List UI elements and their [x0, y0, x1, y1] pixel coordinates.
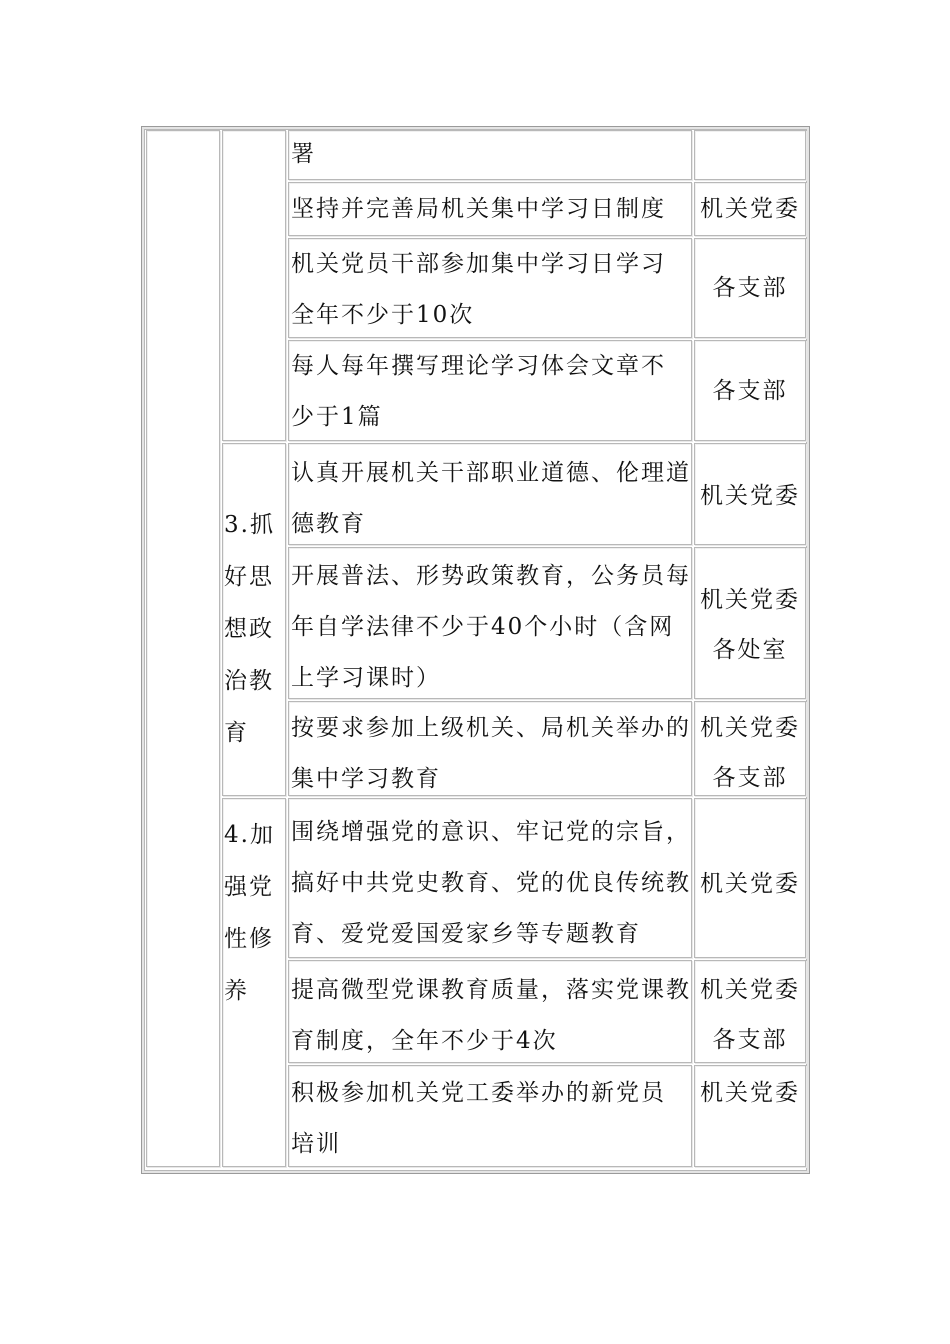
task-text: 坚持并完善局机关集中学习日制度 [291, 196, 666, 222]
task-cell [288, 960, 692, 1063]
responsible-text: 机关党委 [700, 483, 800, 509]
task-text: 按要求参加上级机关、局机关举办的 集中学习教育 [291, 715, 691, 792]
responsible-cell [694, 182, 806, 236]
responsible-cell [694, 960, 806, 1063]
responsible-cell [694, 547, 806, 699]
responsible-text: 各支部 [712, 275, 788, 301]
task-cell [288, 130, 692, 180]
task-cell [288, 547, 692, 699]
task-text: 积极参加机关党工委举办的新党员 培训 [291, 1080, 666, 1157]
responsible-text: 各支部 [712, 378, 788, 404]
category-cell [222, 130, 286, 441]
category-label: 4.加 强党 性修 养 [224, 822, 275, 1004]
task-cell [288, 1065, 692, 1167]
responsible-cell [694, 798, 806, 958]
responsible-cell [694, 130, 806, 180]
task-cell [288, 798, 692, 958]
responsible-cell [694, 1065, 806, 1167]
task-text: 围绕增强党的意识、牢记党的宗旨， 搞好中共党史教育、党的优良传统教 育、爱党爱国爱家乡等专题教育 [291, 819, 691, 947]
responsible-cell [694, 443, 806, 545]
category-label: 3.抓 好思 想政 治教 育 [224, 512, 275, 746]
responsible-text: 机关党委 各支部 [700, 715, 800, 791]
responsible-text: 机关党委 各处室 [700, 587, 800, 663]
responsible-cell [694, 238, 806, 338]
task-text: 开展普法、形势政策教育，公务员每 年自学法律不少于40个小时（含网 上学习课时） [291, 563, 691, 691]
responsible-text: 机关党委 [700, 196, 800, 222]
task-text: 认真开展机关干部职业道德、伦理道 德教育 [291, 460, 691, 537]
task-cell [288, 238, 692, 338]
responsible-text: 机关党委 各支部 [700, 977, 800, 1053]
task-text: 署 [291, 141, 316, 167]
task-text: 机关党员干部参加集中学习日学习 全年不少于10次 [291, 251, 666, 328]
task-cell [288, 701, 692, 796]
responsible-cell [694, 701, 806, 796]
task-cell [288, 182, 692, 236]
responsible-cell [694, 340, 806, 441]
category-cell [222, 798, 286, 1167]
table-first-column [146, 130, 220, 1167]
responsible-text: 机关党委 [700, 1080, 800, 1106]
responsible-text: 机关党委 [700, 871, 800, 897]
category-cell [222, 443, 286, 796]
task-cell [288, 443, 692, 545]
task-text: 每人每年撰写理论学习体会文章不 少于1篇 [291, 353, 666, 430]
task-cell [288, 340, 692, 441]
task-text: 提高微型党课教育质量，落实党课教 育制度，全年不少于4次 [291, 977, 691, 1054]
